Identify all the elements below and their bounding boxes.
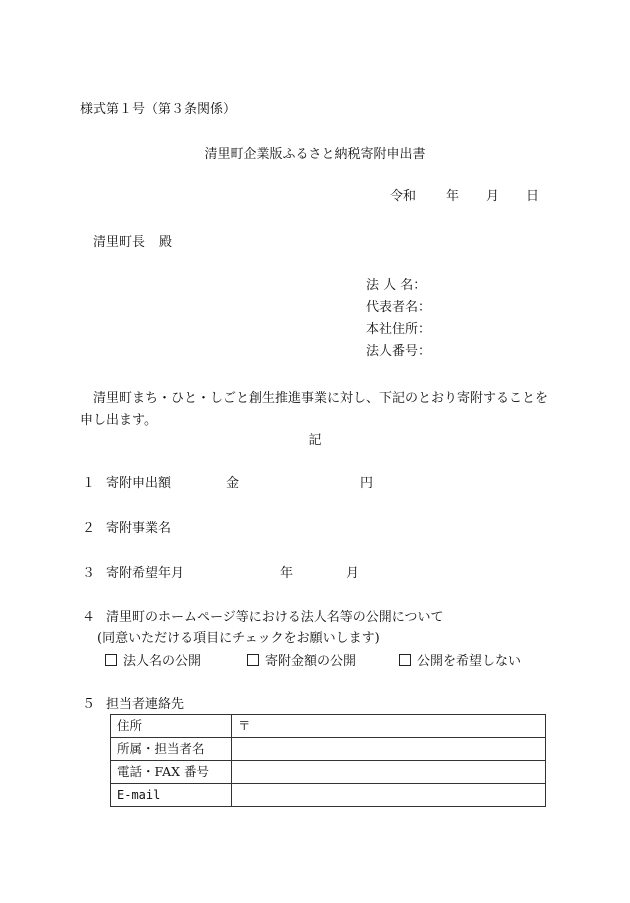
table-row [111, 738, 546, 761]
item-2-number: ２ [82, 521, 96, 536]
addressee-honorific: 殿 [159, 235, 173, 250]
representative-field[interactable]: 代表者名： [366, 300, 432, 315]
period-month-label: 月 [346, 566, 360, 581]
option-amount[interactable] [247, 654, 356, 668]
form-number: 様式第１号（第３条関係） [80, 102, 237, 117]
item-1-number: １ [82, 476, 96, 491]
contact-phone-label: 電話・FAX 番号 [111, 761, 232, 784]
item-3-number: ３ [82, 566, 96, 581]
item-2-label: 寄附事業名 [106, 521, 172, 536]
checkbox-icon[interactable] [105, 654, 117, 666]
table-row [111, 715, 546, 738]
option-label: 公開を希望しない [417, 654, 522, 669]
ki-heading: 記 [308, 433, 322, 448]
corp-number-field[interactable]: 法人番号： [366, 344, 432, 359]
contact-email-label: E-mail [111, 784, 232, 807]
amount-input[interactable] [246, 477, 356, 491]
item-1-label: 寄附申出額 [106, 476, 172, 491]
option-label: 法人名の公開 [123, 654, 202, 669]
date-year-label: 年 [446, 189, 460, 204]
date-era: 令和 [390, 189, 417, 204]
contact-person-value[interactable] [232, 738, 546, 761]
item-5-label: 担当者連絡先 [106, 697, 185, 712]
table-row [111, 761, 546, 784]
period-year-label: 年 [280, 566, 294, 581]
checkbox-icon[interactable] [247, 654, 259, 666]
option-no-publicity[interactable] [399, 654, 521, 668]
contact-address-value[interactable]: 〒 [232, 715, 546, 738]
amount-suffix: 円 [360, 476, 374, 491]
contact-person-label: 所属・担当者名 [111, 738, 232, 761]
corp-name-field[interactable]: 法 人 名： [366, 278, 427, 293]
contact-email-value[interactable] [232, 784, 546, 807]
item-4-label: 清里町のホームページ等における法人名等の公開について [106, 610, 444, 625]
item-5-number: ５ [82, 697, 96, 712]
item-3-label: 寄附希望年月 [106, 566, 185, 581]
option-label: 寄附金額の公開 [265, 654, 357, 669]
publicity-note: (同意いただける項目にチェックをお願いします) [97, 631, 380, 646]
date-day-label: 日 [526, 189, 540, 204]
head-office-address-field[interactable]: 本社住所： [366, 322, 432, 337]
contact-phone-value[interactable] [232, 761, 546, 784]
option-corp-name[interactable] [105, 654, 201, 668]
table-row [111, 784, 546, 807]
item-4-number: ４ [82, 610, 96, 625]
date-month-label: 月 [486, 189, 500, 204]
amount-prefix: 金 [226, 476, 240, 491]
document-title: 清里町企業版ふるさと納税寄附申出書 [204, 147, 426, 162]
checkbox-icon[interactable] [399, 654, 411, 666]
contact-address-label: 住所 [111, 715, 232, 738]
date-line [390, 190, 550, 204]
body-text: 清里町まち・ひと・しごと創生推進事業に対し、下記のとおり寄附することを申し出ます。 [80, 391, 549, 428]
addressee-name: 清里町長 [93, 235, 146, 250]
addressee [93, 236, 172, 249]
contact-table [110, 714, 546, 807]
